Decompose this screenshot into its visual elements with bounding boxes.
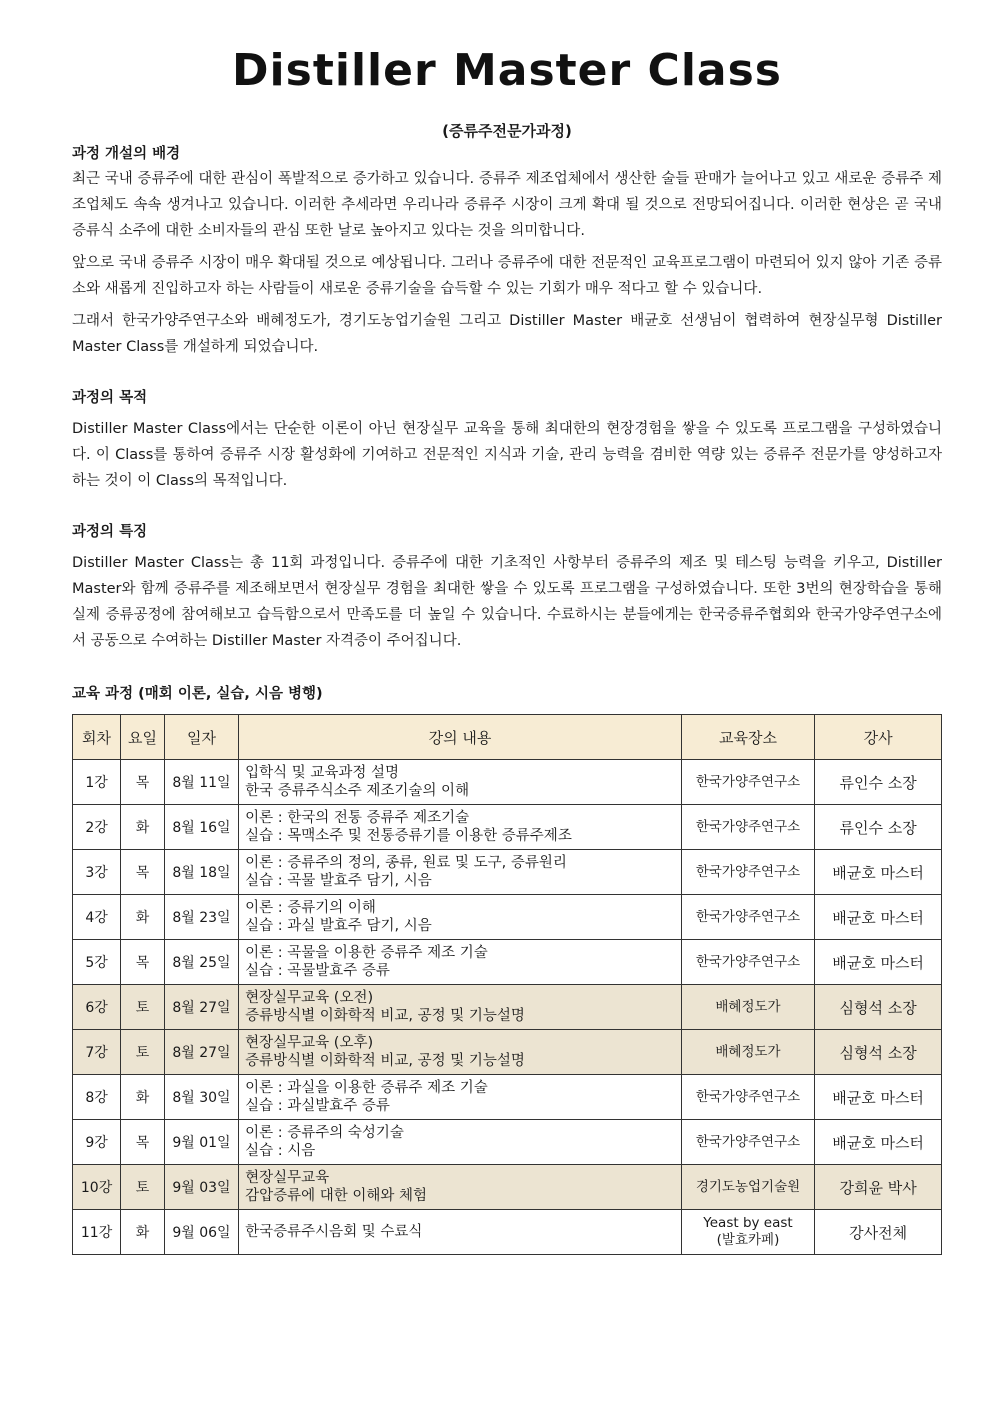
date-cell: 8월 23일 [164,895,238,940]
document-title: Distiller Master Class [232,45,782,96]
place-line-1: 배혜정도가 [715,998,781,1015]
content-cell [239,985,682,1030]
session-cell: 6강 [73,985,121,1030]
header-session: 회차 [73,715,121,760]
content-line-2: 증류방식별 이화학적 비교, 공정 및 기능설명 [245,1053,525,1069]
schedule-table [72,714,942,1255]
content-cell [239,895,682,940]
day-cell: 화 [121,1210,165,1255]
content-line-1: 한국증류주시음회 및 수료식 [245,1224,423,1240]
teacher-cell: 강사전체 [815,1210,942,1255]
content-line-1: 이론 : 증류기의 이해 [245,900,376,916]
content-line-1: 현장실무교육 (오전) [245,990,374,1006]
content-line-2: 실습 : 과실발효주 증류 [245,1098,390,1114]
content-line-2: 실습 : 곡물발효주 증류 [245,963,390,979]
background-paragraph-2: 앞으로 국내 증류주 시장이 매우 확대될 것으로 예상됩니다. 그러나 증류주에 대한 전문적인 교육프로그램이 마련되어 있지 않아 기존 증류소와 새롭게 진입하고자 하는 사람들이 새로운 증류기술을 습득할 수 있는 기회가 매우 적다고 할 수 있습니다. [72,255,942,297]
table-row [73,1030,942,1075]
background-paragraph-1: 최근 국내 증류주에 대한 관심이 폭발적으로 증가하고 있습니다. 증류주 제조업체에서 생산한 술들 판매가 늘어나고 있고 새로운 증류주 제조업체도 속속 생겨나고 있습니다. 이러한 추세라면 우리나라 증류주 시장이 크게 확대 될 것으로 전망되어집니다. 이러한 현상은 곧 국내 증류식 소주에 대한 소비자들의 관심 또한 날로 높아지고 있다는 것을 의미합니다. [72,171,942,239]
session-cell: 8강 [73,1075,121,1120]
place-line-1: 한국가양주연구소 [695,908,801,925]
teacher-cell: 배균호 마스터 [815,895,942,940]
content-line-2: 실습 : 곡물 발효주 담기, 시음 [245,873,432,889]
table-row [73,760,942,805]
date-cell: 8월 25일 [164,940,238,985]
schedule-header-row [73,715,942,760]
content-line-1: 이론 : 증류주의 정의, 종류, 원료 및 도구, 증류원리 [245,855,567,871]
teacher-cell: 배균호 마스터 [815,940,942,985]
content-line-1: 이론 : 한국의 전통 증류주 제조기술 [245,810,470,826]
features-heading: 과정의 특징 [72,524,148,540]
place-cell [681,760,814,805]
day-cell: 목 [121,850,165,895]
session-cell: 11강 [73,1210,121,1255]
place-cell [681,1165,814,1210]
date-cell: 9월 01일 [164,1120,238,1165]
teacher-cell: 강희윤 박사 [815,1165,942,1210]
table-row [73,1075,942,1120]
session-cell: 2강 [73,805,121,850]
content-cell [239,1165,682,1210]
content-line-1: 현장실무교육 (오후) [245,1035,374,1051]
place-line-1: 경기도농업기술원 [695,1178,801,1195]
content-cell [239,760,682,805]
day-cell: 목 [121,1120,165,1165]
content-line-1: 입학식 및 교육과정 설명 [245,765,400,781]
place-line-1: 한국가양주연구소 [695,773,801,790]
content-line-2: 증류방식별 이화학적 비교, 공정 및 기능설명 [245,1008,525,1024]
date-cell: 8월 16일 [164,805,238,850]
place-cell [681,805,814,850]
place-line-1: 한국가양주연구소 [695,953,801,970]
session-cell: 9강 [73,1120,121,1165]
content-line-2: 실습 : 시음 [245,1143,316,1159]
session-cell: 7강 [73,1030,121,1075]
date-cell: 8월 30일 [164,1075,238,1120]
day-cell: 토 [121,1030,165,1075]
purpose-paragraph: Distiller Master Class에서는 단순한 이론이 아닌 현장실무 교육을 통해 최대한의 현장경험을 쌓을 수 있도록 프로그램을 구성하였습니다. 이 Class를 통하여 증류주 시장 활성화에 기여하고 전문적인 지식과 기술, 관리 능력을 겸비한 역량 있는 증류주 전문가를 양성하고자 하는 것이 이 Class의 목적입니다. [72,421,942,489]
place-cell [681,1120,814,1165]
day-cell: 화 [121,895,165,940]
content-line-1: 이론 : 과실을 이용한 증류주 제조 기술 [245,1080,488,1096]
session-cell: 5강 [73,940,121,985]
header-date: 일자 [164,715,238,760]
header-teacher: 강사 [815,715,942,760]
place-cell [681,940,814,985]
place-cell [681,1030,814,1075]
background-paragraph-3: 그래서 한국가양주연구소와 배혜정도가, 경기도농업기술원 그리고 Distiller Master 배균호 선생님이 협력하여 현장실무형 Distiller Master Class를 개설하게 되었습니다. [72,313,942,355]
purpose-heading: 과정의 목적 [72,390,148,406]
session-cell: 1강 [73,760,121,805]
schedule-title: 교육 과정 (매회 이론, 실습, 시음 병행) [72,686,323,702]
teacher-cell: 류인수 소장 [815,760,942,805]
background-heading: 과정 개설의 배경 [72,146,181,162]
place-line-1: 한국가양주연구소 [695,1133,801,1150]
table-row [73,1165,942,1210]
place-line-1: 한국가양주연구소 [695,1088,801,1105]
date-cell: 8월 27일 [164,985,238,1030]
features-paragraph: Distiller Master Class는 총 11회 과정입니다. 증류주에 대한 기초적인 사항부터 증류주의 제조 및 테스팅 능력을 키우고, Distiller Master와 함께 증류주를 제조해보면서 현장실무 경험을 최대한 쌓을 수 있도록 프로그램을 구성하였습니다. 또한 3번의 현장학습을 통해 실제 증류공정에 참여해보고 습득함으로서 만족도를 더 높일 수 있습니다. 수료하시는 분들에게는 한국증류주협회와 한국가양주연구소에서 공동으로 수여하는 Distiller Master 자격증이 주어집니다. [72,555,942,649]
date-cell: 9월 06일 [164,1210,238,1255]
table-row [73,805,942,850]
date-cell: 8월 11일 [164,760,238,805]
table-row [73,985,942,1030]
place-cell [681,1210,814,1255]
place-line-2: (발효카페) [716,1232,780,1248]
day-cell: 화 [121,1075,165,1120]
place-line-1: 배혜정도가 [715,1043,781,1060]
content-line-2: 한국 증류주식소주 제조기술의 이해 [245,783,470,799]
document-subtitle: (증류주전문가과정) [442,122,572,140]
content-line-2: 감압증류에 대한 이해와 체험 [245,1188,428,1204]
header-place: 교육장소 [681,715,814,760]
content-cell [239,1075,682,1120]
place-cell [681,850,814,895]
table-row [73,940,942,985]
teacher-cell: 심형석 소장 [815,985,942,1030]
content-line-2: 실습 : 과실 발효주 담기, 시음 [245,918,432,934]
content-line-1: 현장실무교육 [245,1170,330,1186]
teacher-cell: 류인수 소장 [815,805,942,850]
day-cell: 토 [121,1165,165,1210]
content-line-2: 실습 : 목맥소주 및 전통증류기를 이용한 증류주제조 [245,828,572,844]
content-line-1: 이론 : 증류주의 숙성기술 [245,1125,404,1141]
table-row [73,1210,942,1255]
teacher-cell: 배균호 마스터 [815,1075,942,1120]
teacher-cell: 배균호 마스터 [815,1120,942,1165]
date-cell: 9월 03일 [164,1165,238,1210]
place-cell [681,985,814,1030]
content-cell [239,940,682,985]
content-cell [239,1120,682,1165]
date-cell: 8월 18일 [164,850,238,895]
place-cell [681,1075,814,1120]
teacher-cell: 심형석 소장 [815,1030,942,1075]
day-cell: 목 [121,940,165,985]
content-cell [239,1030,682,1075]
session-cell: 4강 [73,895,121,940]
day-cell: 화 [121,805,165,850]
day-cell: 토 [121,985,165,1030]
table-row [73,895,942,940]
session-cell: 3강 [73,850,121,895]
place-line-1: Yeast by east [703,1215,793,1231]
content-cell [239,1210,682,1255]
header-content: 강의 내용 [239,715,682,760]
table-row [73,850,942,895]
place-cell [681,895,814,940]
place-line-1: 한국가양주연구소 [695,863,801,880]
place-line-1: 한국가양주연구소 [695,818,801,835]
teacher-cell: 배균호 마스터 [815,850,942,895]
session-cell: 10강 [73,1165,121,1210]
table-row [73,1120,942,1165]
document-page [72,40,942,1255]
content-line-1: 이론 : 곡물을 이용한 증류주 제조 기술 [245,945,488,961]
content-cell [239,805,682,850]
content-cell [239,850,682,895]
header-day: 요일 [121,715,165,760]
date-cell: 8월 27일 [164,1030,238,1075]
day-cell: 목 [121,760,165,805]
